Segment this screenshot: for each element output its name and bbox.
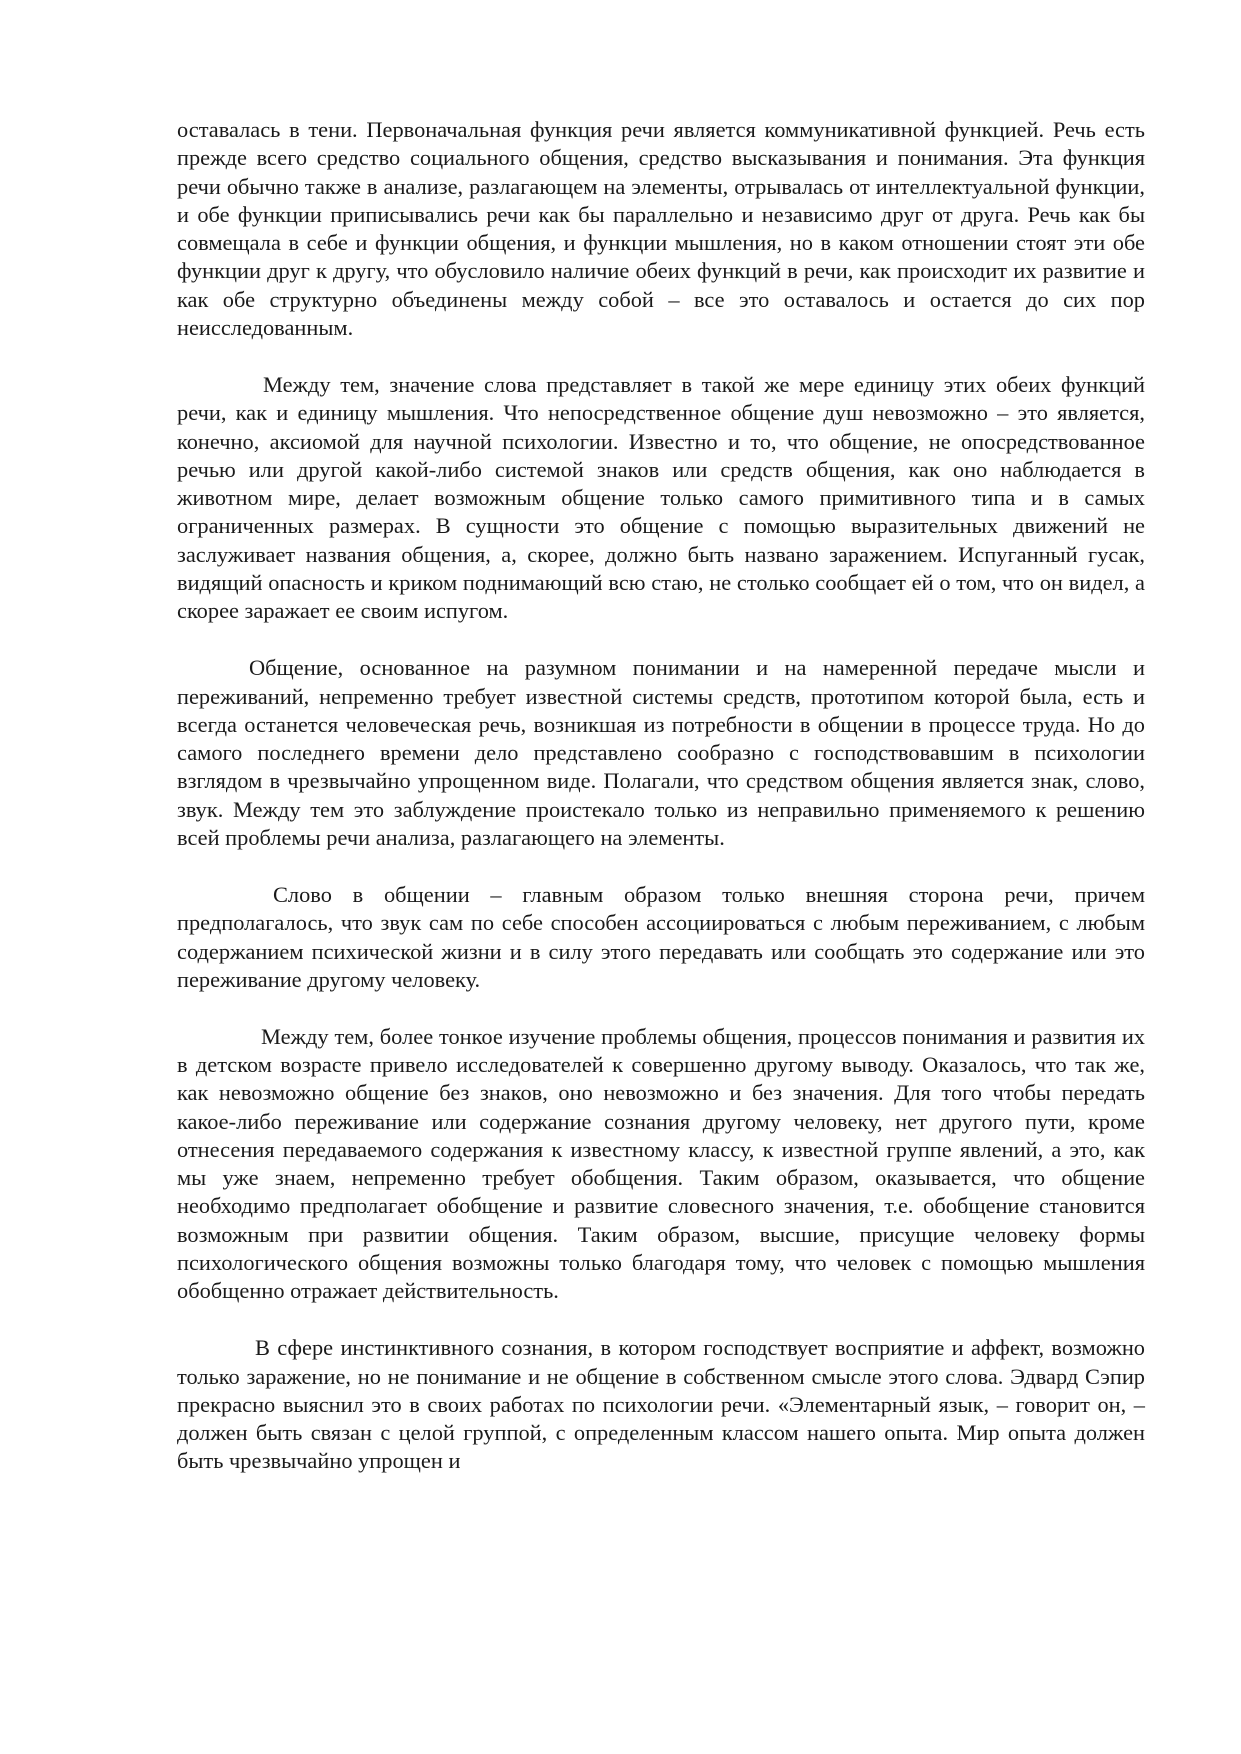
paragraph-4: Слово в общении – главным образом только внешняя сторона речи, причем предполагалось, что звук сам по себе способен ассоциироваться с любым переживанием, с любым содержанием психической жизни и в силу этого передавать или сообщать это содержание или это переживание другому человеку. bbox=[177, 881, 1145, 992]
paragraph-2: Между тем, значение слова представляет в такой же мере единицу этих обеих функций речи, как и единицу мышления. Что непосредственное общение душ невозможно – это является, конечно, аксиомой для научной психологии. Известно и то, что общение, не опосредствованное речью или другой какой-либо системой знаков или средств общения, как оно наблюдается в животном мире, делает возможным общение только самого примитивного типа и в самых ограниченных размерах. В сущности это общение с помощью выразительных движений не заслуживает названия общения, а, скорее, должно быть названо заражением. Испуганный гусак, видящий опасность и криком поднимающий всю стаю, не столько сообщает ей о том, что он видел, а скорее заражает ее своим испугом. bbox=[177, 371, 1145, 624]
paragraph-3: Общение, основанное на разумном понимании и на намеренной передаче мысли и переживаний, непременно требует известной системы средств, прототипом которой была, есть и всегда останется человеческая речь, возникшая из потребности в общении в процессе труда. Но до самого последнего времени дело представлено сообразно с господствовавшим в психологии взглядом в чрезвычайно упрощенном виде. Полагали, что средством общения является знак, слово, звук. Между тем это заблуждение проистекало только из неправильно применяемого к решению всей проблемы речи анализа, разлагающего на элементы. bbox=[177, 655, 1145, 851]
paragraph-6: В сфере инстинктивного сознания, в котором господствует восприятие и аффект, возможно только заражение, но не понимание и не общение в собственном смысле этого слова. Эдвард Сэпир прекрасно выяснил это в своих работах по психологии речи. «Элементарный язык, – говорит он, – должен быть связан с целой группой, с определенным классом нашего опыта. Мир опыта должен быть чрезвычайно упрощен и bbox=[177, 1335, 1145, 1474]
document-page bbox=[177, 116, 1145, 1504]
paragraph-1: оставалась в тени. Первоначальная функция речи является коммуникативной функцией. Речь есть прежде всего средство социального общения, средство высказывания и понимания. Эта функция речи обычно также в анализе, разлагающем на элементы, отрывалась от интеллектуальной функции, и обе функции приписывались речи как бы параллельно и независимо друг от друга. Речь как бы совмещала в себе и функции общения, и функции мышления, но в каком отношении стоят эти обе функции друг к другу, что обусловило наличие обеих функций в речи, как происходит их развитие и как обе структурно объединены между собой – все это оставалось и остается до сих пор неисследованным. bbox=[177, 117, 1145, 341]
paragraph-5: Между тем, более тонкое изучение проблемы общения, процессов понимания и развития их в детском возрасте привело исследователей к совершенно другому выводу. Оказалось, что так же, как невозможно общение без знаков, оно невозможно и без значения. Для того чтобы передать какое-либо переживание или содержание сознания другому человеку, нет другого пути, кроме отнесения передаваемого содержания к известному классу, к известной группе явлений, а это, как мы уже знаем, непременно требует обобщения. Таким образом, оказывается, что общение необходимо предполагает обобщение и развитие словесного значения, т.е. обобщение становится возможным при развитии общения. Таким образом, высшие, присущие человеку формы психологического общения возможны только благодаря тому, что человек с помощью мышления обобщенно отражает действительность. bbox=[177, 1023, 1145, 1304]
